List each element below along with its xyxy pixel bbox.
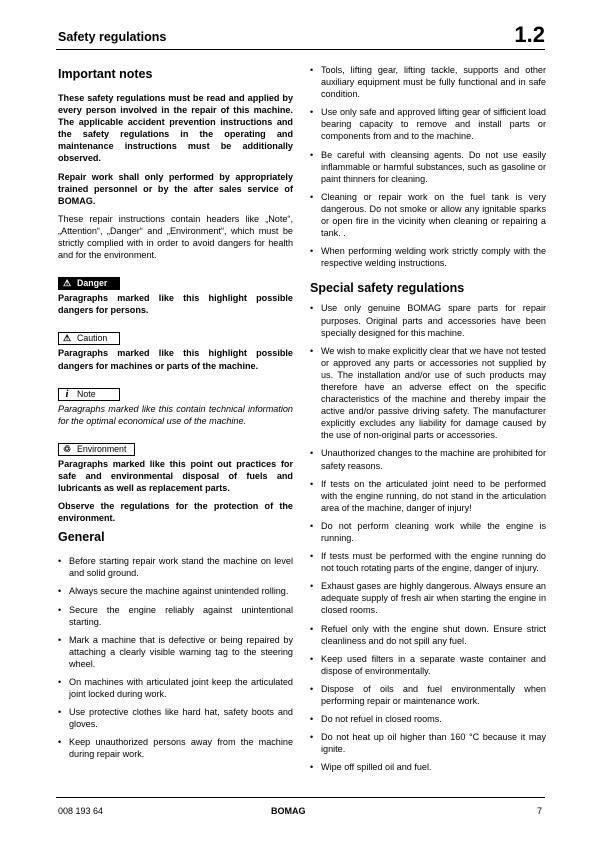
page-title: Safety regulations xyxy=(58,30,167,44)
list-item: • Use protective clothes like hard hat, safety boots and gloves. xyxy=(58,706,293,730)
list-item: • Wipe off spilled oil and fuel. xyxy=(310,761,546,773)
list-item: • Refuel only with the engine shut down. Ensure strict cleanliness and do not spill any fuel. xyxy=(310,623,546,647)
brand-name: BOMAG xyxy=(271,806,306,816)
caution-text: Paragraphs marked like this highlight possible dangers for machines or parts of the machine. xyxy=(58,348,293,371)
environment-tag xyxy=(58,443,135,456)
list-item: • Dispose of oils and fuel environmentally when performing repair or maintenance work. xyxy=(310,683,546,707)
special-safety-heading: Special safety regulations xyxy=(310,281,465,296)
page-number: 7 xyxy=(536,806,542,816)
environment-text: Paragraphs marked like this point out practices for safe and environmental disposal of fuels and lubricants as well as replacement parts. xyxy=(58,458,293,493)
general-list xyxy=(58,555,293,760)
list-item: • Cleaning or repair work on the fuel tank is very dangerous. Do not smoke or allow any ignitable sparks or open fire in the vicinity when cleaning or repairing a tank. . xyxy=(310,191,546,239)
info-icon: i xyxy=(65,387,69,400)
caution-notice xyxy=(58,332,293,371)
list-item: • Tools, lifting gear, lifting tackle, supports and other auxiliary equipment must be fully functional and in safe condition. xyxy=(310,64,546,100)
list-item: • Do not heat up oil higher than 160 °C because it may ignite. xyxy=(310,731,546,755)
list-item: • Mark a machine that is defective or being repaired by attaching a clearly visible warning tag to the steering wheel. xyxy=(58,634,293,670)
list-item: • Keep unauthorized persons away from the machine during repair work. xyxy=(58,736,293,760)
danger-label: Danger xyxy=(77,278,108,289)
warning-triangle-icon: ⚠ xyxy=(63,278,71,289)
left-column xyxy=(58,64,293,767)
list-item: • Always secure the machine against unintended rolling. xyxy=(58,585,293,597)
caution-triangle-icon: ⚠ xyxy=(63,333,71,344)
note-notice xyxy=(58,388,293,427)
list-item: • Use only genuine BOMAG spare parts for repair purposes. Original parts and accessories have been specially designed for this machine. xyxy=(310,302,546,338)
right-column xyxy=(310,64,546,780)
special-safety-list xyxy=(310,302,546,773)
general-section xyxy=(58,530,293,760)
caution-tag xyxy=(58,332,120,345)
environment-notice xyxy=(58,443,293,524)
header-divider xyxy=(56,49,545,50)
general-list-continued xyxy=(310,64,546,269)
list-item: • When performing welding work strictly comply with the respective welding instructions. xyxy=(310,245,546,269)
recycle-icon: ♲ xyxy=(63,443,71,454)
note-text: Paragraphs marked like this contain technical information for the optimal economical use of the machine. xyxy=(58,403,293,426)
general-heading: General xyxy=(58,530,105,545)
list-item: • Exhaust gases are highly dangerous. Always ensure an adequate supply of fresh air when starting the engine in closed rooms. xyxy=(310,580,546,616)
intro-paragraph-2: Repair work shall only performed by appropriately trained personnel or by the after sales service of BOMAG. xyxy=(58,171,293,206)
list-item: • Be careful with cleansing agents. Do not use easily inflammable or harmful substances, such as gasoline or paint thinners for cleaning. xyxy=(310,149,546,185)
intro-paragraph-3: These repair instructions contain headers like „Note“, „Attention“, „Danger“ and „Environment“, which must be strictly complied with in order to avoid dangers for health and for the environment. xyxy=(58,213,293,261)
list-item: • Do not perform cleaning work while the engine is running. xyxy=(310,520,546,544)
document-number: 008 193 64 xyxy=(58,806,104,816)
danger-notice xyxy=(58,277,293,316)
environment-label: Environment xyxy=(77,443,127,454)
list-item: • We wish to make explicitly clear that we have not tested or approved any parts or accessories not supplied by us. The installation and/or use of such products may therefore have an adverse effect on the specific characteristics of the machine and thereby impair the active and/or passive driving safety. The manufacturer explicitly excludes any liability for damage caused by the use of non-original parts or accessories. xyxy=(310,345,546,442)
list-item: • Secure the engine reliably against unintentional starting. xyxy=(58,604,293,628)
list-item: • Unauthorized changes to the machine are prohibited for safety reasons. xyxy=(310,447,546,471)
observe-text: Observe the regulations for the protection of the environment. xyxy=(58,501,293,524)
list-item: • If tests must be performed with the engine running do not touch rotating parts of the engine, danger of injury. xyxy=(310,550,546,574)
note-tag xyxy=(58,388,120,401)
list-item: • If tests on the articulated joint need to be performed with the engine running, do not stand in the articulation area of the machine, danger of injury! xyxy=(310,478,546,514)
list-item: • Do not refuel in closed rooms. xyxy=(310,713,546,725)
danger-tag xyxy=(58,277,120,290)
list-item: • Use only safe and approved lifting gear of sifficient load bearing capacity to remove and install parts or components from and to the machine. xyxy=(310,106,546,142)
danger-text: Paragraphs marked like this highlight possible dangers for persons. xyxy=(58,293,293,316)
caution-label: Caution xyxy=(77,333,108,344)
section-number: 1.2 xyxy=(514,22,545,47)
list-item: • Before starting repair work stand the machine on level and solid ground. xyxy=(58,555,293,579)
footer-divider xyxy=(56,797,545,798)
intro-paragraph-1: These safety regulations must be read and applied by every person involved in the repair of this machine. The applicable accident prevention instructions and the safety regulations in the operating and maintenance instructions must be additionally observed. xyxy=(58,93,293,164)
list-item: • On machines with articulated joint keep the articulated joint locked during work. xyxy=(58,676,293,700)
note-label: Note xyxy=(77,388,96,399)
list-item: • Keep used filters in a separate waste container and dispose of environmentally. xyxy=(310,653,546,677)
important-notes-heading: Important notes xyxy=(58,67,153,81)
